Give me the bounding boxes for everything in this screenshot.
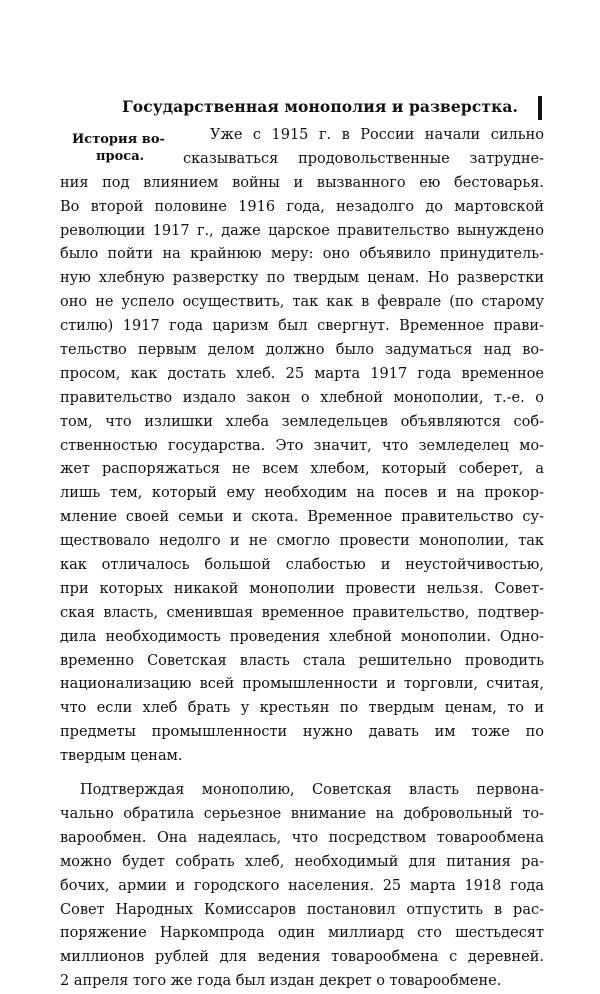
text-line: стилю) 1917 года царизм был свергнут. Временное прави-	[60, 318, 544, 335]
paragraph-gap	[60, 769, 544, 779]
text-line: бочих, армии и городского населения. 25 марта 1918 года	[60, 877, 544, 894]
text-line: ния под влиянием войны и вызванного ею бестоварья.	[60, 174, 544, 191]
text-line: можно будет собрать хлеб, необходимый для питания ра-	[60, 853, 544, 870]
text-line: варообмен. Она надеялась, что посредством товарообмена	[60, 829, 544, 846]
text-line: при которых никакой монополии провести нельзя. Совет-	[60, 580, 544, 597]
text-line: Совет Народных Комиссаров постановил отпустить в рас-	[60, 901, 544, 918]
text-line: тельство первым делом должно было задуматься над во-	[60, 342, 544, 359]
text-line: Уже с 1915 г. в России начали сильно	[210, 127, 544, 143]
paragraph-2	[60, 779, 544, 994]
text-line: ская власть, сменившая временное правительство, подтвер-	[60, 604, 544, 621]
text-line: миллионов рублей для ведения товарообмена с деревней.	[60, 949, 544, 966]
paragraph-1	[60, 124, 544, 769]
text-line: мление своей семьи и скота. Временное правительство су-	[60, 509, 544, 526]
text-line: 2 апреля того же года был издан декрет о товарообмене.	[60, 973, 502, 990]
text-line: Подтверждая монополию, Советская власть первона-	[80, 782, 544, 799]
text-line: ственностью государства. Это значит, что земледелец мо-	[60, 437, 544, 454]
text-line: том, что излишки хлеба земледельцев объявляются соб-	[60, 413, 544, 430]
text-line: национализацию всей промышленности и торговли, считая,	[60, 676, 544, 693]
text-line: что если хлеб брать у крестьян по твердым ценам, то и	[60, 700, 544, 717]
text-line: лишь тем, который ему необходим на посев и на прокор-	[60, 485, 544, 502]
margin-note-line: проса.	[96, 149, 145, 164]
text-line: предметы промышленности нужно давать им тоже по	[60, 724, 544, 741]
text-line: было пойти на крайнюю меру: оно объявило принудитель-	[60, 246, 544, 263]
text-line: революции 1917 г., даже царское правительство вынуждено	[60, 222, 544, 239]
section-heading: Государственная монополия и разверстка.	[121, 97, 519, 116]
text-line: просом, как достать хлеб. 25 марта 1917 года временное	[60, 365, 544, 382]
text-line: временно Советская власть стала решительно проводить	[60, 652, 544, 669]
text-line: поряжение Наркомпрода один миллиард сто шестьдесят	[60, 925, 544, 942]
text-line: Во второй половине 1916 года, незадолго до мартовской	[60, 198, 544, 215]
text-line: жет распоряжаться не всем хлебом, который соберет, а	[60, 461, 544, 478]
text-line: ществовало недолго и не смогло провести монополии, так	[60, 533, 544, 550]
text-line: правительство издало закон о хлебной монополии, т.-е. о	[60, 389, 544, 406]
body-text	[60, 124, 544, 994]
text-line: оно не успело осуществить, так как в феврале (по старому	[60, 294, 544, 311]
margin-note-line: История во-	[72, 132, 165, 147]
text-line: сказываться продовольственные затрудне-	[183, 150, 544, 167]
text-line: ную хлебную разверстку по твердым ценам. Но разверстки	[60, 270, 544, 287]
text-line: дила необходимость проведения хлебной монополии. Одно-	[60, 628, 544, 645]
text-line: как отличалось большой слабостью и неустойчивостью,	[60, 557, 544, 574]
text-line: чально обратила серьезное внимание на добровольный то-	[60, 805, 544, 822]
text-line: твердым ценам.	[60, 748, 183, 765]
